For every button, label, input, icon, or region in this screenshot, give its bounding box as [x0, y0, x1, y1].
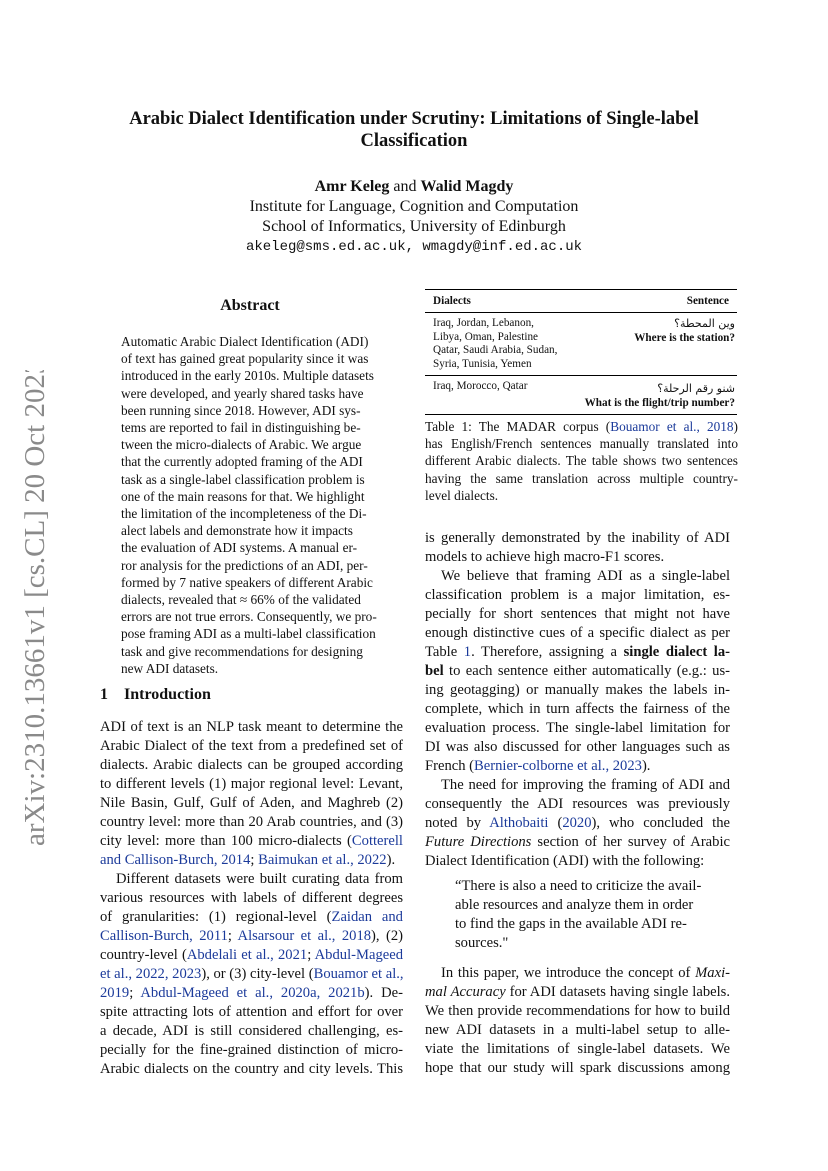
abstract-line: tems are reported to fail in distinguishing be- [121, 420, 361, 436]
quote-line: sources." [455, 935, 509, 951]
citation-link[interactable]: and Callison-Burch, 2014 [100, 852, 251, 868]
section-heading-introduction [100, 686, 400, 704]
citation-line: French (Bernier-colborne et al., 2023). [425, 758, 651, 774]
citation-line: 2019; Abdul-Mageed et al., 2020a, 2021b). De- [100, 985, 403, 1001]
citation-link[interactable]: Abdul-Mageed et al., 2020a, 2021b [140, 985, 365, 1001]
dialects-cell [433, 317, 557, 371]
body-line-with-italic: Future Directions section of her survey of Arabic [425, 834, 730, 850]
abstract-line: were developed, and yearly shared tasks have [121, 385, 364, 401]
body-line: various resources with labels of different degrees [100, 890, 403, 906]
citation-line: noted by Althobaiti (2020), who concluded the [425, 815, 731, 831]
abstract-line: dialects, revealed that ≈ 66% of the validated [121, 592, 361, 608]
citation-link[interactable]: Abdelali et al., 2021 [186, 947, 308, 963]
body-line-with-bold: Table 1. Therefore, assigning a single dialect la- [425, 644, 730, 660]
citation-link[interactable]: 2019 [100, 985, 130, 1001]
paper-title [90, 108, 738, 152]
header-sentence: Sentence [686, 295, 729, 307]
body-line: country level: more than 20 Arab countries, and (3) [100, 814, 403, 830]
abstract-line: the limitation of the incompleteness of the Di- [121, 506, 367, 522]
author-emails: akeleg@sms.ed.ac.uk, wmagdy@inf.ed.ac.uk [245, 239, 583, 255]
arxiv-id-text: arXiv:2310.13661v1 [cs.CL] 20 Oct 2023 [19, 370, 51, 846]
body-line: DI was also discussed for other languages such as [425, 739, 730, 755]
body-line: ing geotagging) or manually makes the labels in- [425, 682, 730, 698]
citation-link[interactable]: Callison-Burch, 2011 [100, 928, 228, 944]
author-names [90, 177, 738, 197]
body-line: We believe that framing ADI as a single-label [441, 568, 730, 584]
abstract-line: pose framing ADI as a multi-label classification [121, 626, 376, 642]
abstract-line: Automatic Arabic Dialect Identification (ADI) [121, 334, 369, 349]
table-header-row [425, 289, 737, 313]
citation-link[interactable]: 2020 [562, 815, 592, 831]
body-line: enough distinctive cues of a specific dialect as per [425, 625, 730, 641]
block-quote [455, 877, 717, 953]
quote-line: “There is also a need to criticize the avail- [455, 878, 702, 894]
body-line: models to achieve high macro-F1 scores. [425, 549, 665, 565]
english-sentence: What is the flight/trip number? [584, 397, 735, 410]
body-line: Dialect Identification (ADI) with the following: [425, 853, 705, 869]
abstract-body [121, 333, 383, 677]
body-line: is generally demonstrated by the inability of ADI [425, 530, 730, 546]
dialect-line: Qatar, Saudi Arabia, Sudan, [433, 344, 558, 357]
abstract-line: that the currently adopted framing of the ADI [121, 454, 363, 470]
english-sentence: Where is the station? [634, 332, 735, 344]
body-line: Arabic dialects on the country and city levels. This [100, 1061, 403, 1077]
abstract-line: task as a single-label classification problem is [121, 471, 365, 487]
caption-line-with-citation: Table 1: The MADAR corpus (Bouamor et al., 2018) [425, 419, 738, 434]
citation-link[interactable]: Cotterell [351, 833, 403, 849]
citation-line: and Callison-Burch, 2014; Baimukan et al., 2022). [100, 852, 396, 868]
abstract-line: the evaluation of ADI systems. A manual er- [121, 540, 358, 556]
citation-line: country-level (Abdelali et al., 2021; Abdul-Mageed [100, 947, 403, 963]
sentence-cell [585, 380, 735, 410]
abstract-line: alect labels and demonstrate how it impacts [121, 523, 353, 539]
body-line: classification problem is a major limitation, es- [425, 587, 730, 603]
body-line: ADI of text is an NLP task meant to determine the [100, 719, 403, 735]
citation-link[interactable]: Alsarsour et al., 2018 [237, 928, 372, 944]
body-line: dialects. Arabic dialects can be grouped according [100, 757, 403, 773]
abstract-line: ror analysis for the predictions of an ADI, per- [121, 557, 368, 573]
abstract-line: of text has gained great popularity since it was [121, 351, 369, 367]
body-line: spite attracting lots of attention and effort for over [100, 1004, 403, 1020]
abstract-line: introduced in the early 2010s. Multiple datasets [121, 368, 374, 384]
body-line-with-citation: of granularities: (1) regional-level (Zaidan and [100, 909, 403, 925]
dialect-line: Iraq, Jordan, Lebanon, [433, 317, 534, 329]
abstract-line: task and give recommendations for designing [121, 643, 363, 659]
body-line: pecially for short sentences that might not have [425, 606, 730, 622]
quote-line: to find the gaps in the available ADI re- [455, 916, 687, 932]
body-line: Different datasets were built curating data from [116, 871, 403, 887]
quote-line: able resources and analyze them in order [455, 897, 694, 913]
table-row [425, 375, 737, 415]
author-2: Walid Magdy [420, 178, 514, 195]
abstract-heading: Abstract [220, 297, 280, 314]
dialect-line: Syria, Tunisia, Yemen [433, 357, 532, 370]
body-line: evaluation process. The single-label limitation for [425, 720, 730, 736]
abstract-line: been running since 2018. However, ADI sys- [121, 402, 361, 418]
arabic-sentence: وين المحطة؟ [674, 317, 735, 330]
citation-link[interactable]: Zaidan and [331, 909, 403, 925]
citation-line: et al., 2022, 2023), or (3) city-level (Bouamor et al., [100, 966, 404, 982]
body-line: We then provide recommendations for how to build [425, 1003, 730, 1019]
abstract-line: formed by 7 native speakers of different Arabic [121, 574, 373, 590]
body-line: viate the limitations of single-label datasets. We [425, 1041, 730, 1057]
body-line: Arabic Dialect of the text from a predefined set of [100, 738, 403, 754]
citation-link[interactable]: et al., 2022, 2023 [100, 966, 202, 982]
title-line-2: Classification [360, 131, 468, 151]
caption-line: having the same translation across multiple country- [425, 470, 738, 486]
body-line-with-italic: mal Accuracy for ADI datasets having single labels. [425, 984, 730, 1000]
citation-line: Callison-Burch, 2011; Alsarsour et al., 2018), (2) [100, 928, 403, 944]
right-column-text-2 [425, 964, 730, 1078]
dialects-cell [433, 380, 527, 410]
title-line-1: Arabic Dialect Identification under Scrutiny: Limitations of Single-label [129, 109, 699, 129]
caption-line: different Arabic dialects. The table shows two sentences [425, 453, 738, 469]
header-dialects: Dialects [433, 295, 471, 307]
body-line: Nile Basin, Gulf, Gulf of Aden, and Maghreb (2) [100, 795, 403, 811]
body-line: pecially for the fine-grained distinction of micro- [100, 1042, 403, 1058]
sentence-cell [634, 317, 735, 371]
body-line: hope that our study will spark discussions among [425, 1060, 730, 1076]
body-line: consequently the ADI resources was previously [425, 796, 730, 812]
body-line-with-italic: In this paper, we introduce the concept of Maxi- [441, 965, 730, 981]
citation-link[interactable]: 1 [463, 644, 472, 660]
affiliation-2: School of Informatics, University of Edinburgh [262, 218, 566, 235]
table-caption [425, 418, 738, 504]
citation-link[interactable]: Baimukan et al., 2022 [258, 852, 387, 868]
dialect-line: Libya, Oman, Palestine [433, 330, 539, 343]
body-line: The need for improving the framing of ADI and [441, 777, 730, 793]
section-title: Introduction [124, 686, 211, 703]
citation-link[interactable]: Bouamor et al., 2018 [610, 419, 734, 434]
body-line-with-citation: city level: more than 100 micro-dialects (Cotterell [100, 833, 403, 849]
body-line: a decade, ADI is still considered challenging, es- [100, 1023, 403, 1039]
body-line: complete, which in turn affects the fairness of the [425, 701, 730, 717]
section-number: 1 [100, 686, 108, 703]
body-line-with-bold: bel to each sentence either automatically (e.g.: us- [425, 663, 730, 679]
body-line: to different levels (1) major regional level: Levant, [100, 776, 403, 792]
caption-line: has English/French sentences manually translated into [425, 436, 738, 452]
abstract-line: tween the micro-dialects of Arabic. We argue [121, 437, 362, 453]
affiliation-1: Institute for Language, Cognition and Computation [249, 198, 579, 215]
table-row [425, 313, 737, 375]
author-and: and [393, 178, 417, 195]
dialect-line: Iraq, Morocco, Qatar [433, 380, 528, 393]
citation-link[interactable]: Bernier-colborne et al., 2023 [474, 758, 642, 774]
citation-link[interactable]: Abdul-Mageed [314, 947, 403, 963]
author-block [90, 177, 738, 257]
abstract-line: new ADI datasets. [121, 660, 219, 676]
right-column-text [425, 529, 730, 871]
author-1: Amr Keleg [314, 178, 390, 195]
abstract-line: errors are not true errors. Consequently, we pro- [121, 609, 377, 625]
caption-line: level dialects. [425, 487, 499, 503]
left-column-text [100, 718, 403, 1079]
abstract-line: one of the main reasons for that. We highlight [121, 488, 365, 504]
body-line: new ADI datasets in a multi-label setup to alle- [425, 1022, 730, 1038]
citation-link[interactable]: Althobaiti [489, 815, 549, 831]
arabic-sentence: شنو رقم الرحلة؟ [657, 382, 735, 396]
citation-link[interactable]: Bouamor et al., [313, 966, 404, 982]
arxiv-identifier [8, 370, 52, 850]
table-1 [425, 289, 737, 415]
